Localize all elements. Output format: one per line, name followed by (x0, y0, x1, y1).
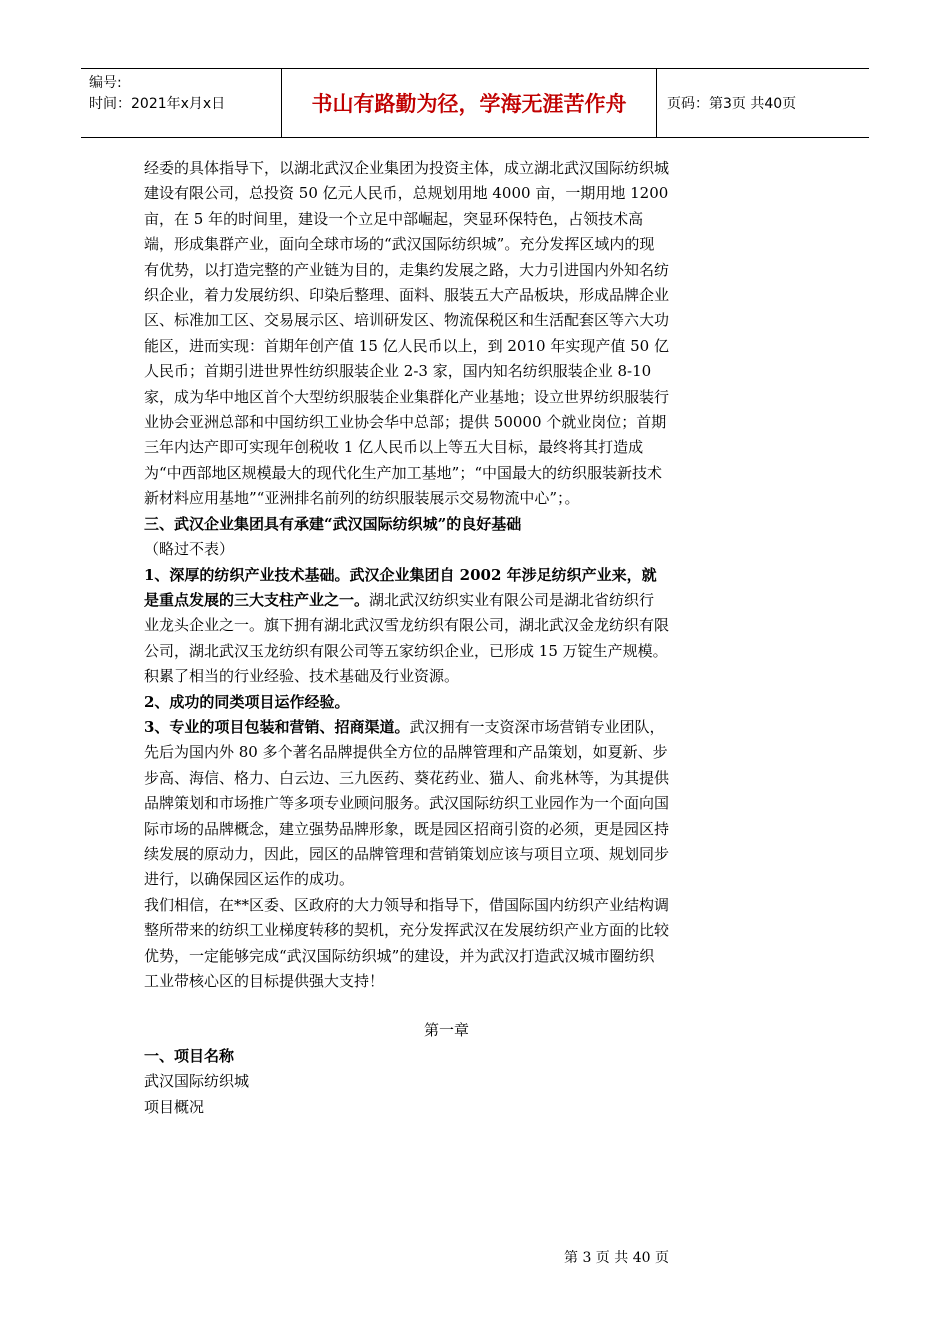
list-item-2-title: 2、成功的同类项目运作经验。 (144, 692, 350, 711)
section-heading-3: 三、武汉企业集团具有承建“武汉国际纺织城”的良好基础 (144, 514, 522, 533)
list-item-3 (144, 715, 669, 893)
chapter-title: 第一章 (423, 1021, 469, 1040)
list-item-3-body: 武汉拥有一支资深市场营销专业团队，先后为国内外 80 多个著名品牌提供全方位的品牌管理和产品策划，如夏新、步步高、海信、格力、白云边、三九医药、葵花药业、猫人、俞兆林等，为其提供品牌策划和市场推广等多项专业顾问服务。武汉国际纺织工业园作为一个面向国际市场的品牌概念，建立强势品牌形象，既是园区招商引资的必须，更是园区持续发展的原动力，因此，园区的品牌管理和营销策划应该与项目立项、规划同步进行，以确保园区运作的成功。 (144, 717, 670, 889)
list-item-3-title: 3、专业的项目包装和营销、招商渠道。 (144, 717, 410, 736)
list-item-1-title: 1、深厚的纺织产业技术基础。武汉企业集团自 2002 年涉足纺织产业来，就是重点发展的三大支柱产业之一。 (144, 565, 657, 609)
header-motto: 书山有路勤为径，学海无涯苦作舟 (281, 69, 657, 137)
paragraph-intro: 经委的具体指导下，以湖北武汉企业集团为投资主体，成立湖北武汉国际纺织城建设有限公司，总投资 50 亿元人民币，总规划用地 4000 亩，一期用地 1200 亩，在 5 年的时间里，建设一个立足中部崛起，突显环保特色，占领技术高端，形成集群产业，面向全球市场的“武汉国际纺织城”。充分发挥区域内的现有优势，以打造完整的产业链为目的，走集约发展之路，大力引进国内外知名纺织企业，着力发展纺织、印染后整理、面料、服装五大产品板块，形成品牌企业区、标准加工区、交易展示区、培训研发区、物流保税区和生活配套区等六大功能区，进而实现：首期年创产值 15 亿人民币以上，到 2010 年实现产值 50 亿人民币；首期引进世界性纺织服装企业 2-3 家，国内知名纺织服装企业 8-10 家，成为华中地区首个大型纺织服装企业集群化产业基地；设立世界纺织服装行业协会亚洲总部和中国纺织工业协会华中总部；提供 50000 个就业岗位；首期三年内达产即可实现年创税收 1 亿人民币以上等五大目标，最终将其打造成为“中西部地区规模最大的现代化生产加工基地”；“中国最大的纺织服装新技术新材料应用基地”“亚洲排名前列的纺织服装展示交易物流中心”；。 (144, 159, 670, 508)
header-meta (81, 69, 281, 137)
list-item-1-body: 湖北武汉纺织实业有限公司是湖北省纺织行业龙头企业之一。旗下拥有湖北武汉雪龙纺织有限公司，湖北武汉金龙纺织有限公司，湖北武汉玉龙纺织有限公司等五家纺织企业，已形成 15 万锭生产规模。积累了相当的行业经验、技术基础及行业资源。 (144, 590, 670, 686)
document-number-label: 编号: (89, 75, 122, 91)
list-item-1 (144, 563, 669, 690)
section-heading-1: 一、项目名称 (144, 1046, 235, 1065)
paragraph-closing: 我们相信，在**区委、区政府的大力领导和指导下，借国际国内纺织产业结构调整所带来的纺织工业梯度转移的契机，充分发挥武汉在发展纺织产业方面的比较优势，一定能够完成“武汉国际纺织城”的建设，并为武汉打造武汉城市圈纺织工业带核心区的目标提供强大支持！ (144, 895, 670, 990)
document-body (144, 156, 669, 1120)
project-overview-heading: 项目概况 (144, 1097, 205, 1116)
project-name: 武汉国际纺织城 (144, 1072, 250, 1091)
omitted-note: （略过不表） (144, 540, 235, 559)
page-header (81, 68, 869, 138)
header-page-info: 页码：第3页 共40页 (667, 96, 797, 112)
document-date: 时间：2021年x月x日 (89, 96, 226, 112)
page-footer: 第 3 页 共 40 页 (564, 1250, 669, 1266)
